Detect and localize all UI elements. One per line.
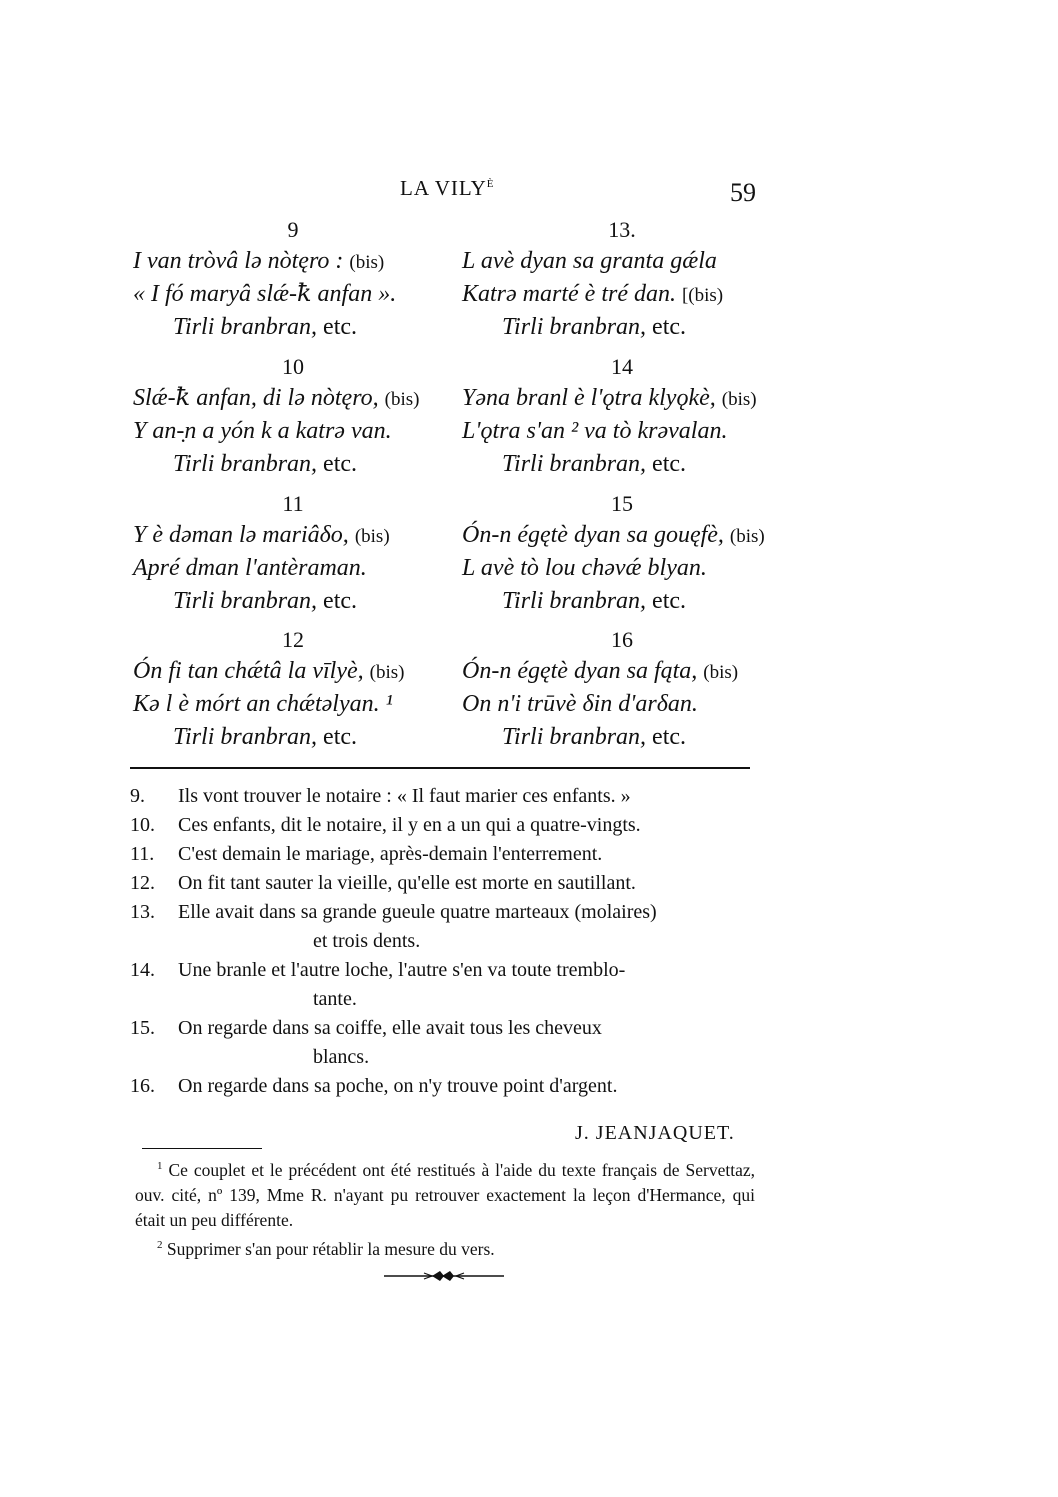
refrain-line [462,721,782,754]
verse-text: Ón fi tan chǽtâ la vīlyè, [133,658,364,684]
refrain-line [462,448,782,481]
stanza-number: 13. [608,217,636,242]
footnote-text: Ce couplet et le précédent ont été restitués à l'aide du texte français de Servettaz, ouv. cité, nº 139, Mme R. n'ayant pu retrouver exactement la leçon d'Hermance, qui était un peu différente. [135,1159,756,1230]
translation-continuation: blancs. [313,1046,370,1068]
verse-text: Katrə marté è tré dan. [462,281,676,307]
footnote-mark: 1 [157,1160,163,1172]
stanza-number: 14 [611,354,633,379]
verse-text: Yəna branl è l'ǫtra klyǫkè, [462,385,716,411]
verse-text: On n'i trūvè δin d'arδan. [462,691,698,717]
refrain-etc: etc. [652,451,687,477]
translation-continuation: tante. [313,988,357,1010]
translation-item [130,956,754,985]
footnote [135,1154,755,1233]
bis-mark: (bis) [354,526,390,547]
verse-line [462,382,782,415]
running-header [400,176,495,201]
stanza [133,352,453,481]
refrain-line [133,448,453,481]
bis-mark: (bis) [384,389,420,410]
verse-text: L avè dyan sa granta gǽla [462,248,717,274]
footnote-divider [142,1148,262,1149]
stanza [462,489,782,618]
footnote [135,1233,755,1262]
bis-mark: (bis) [721,389,757,410]
translation-item [130,811,754,840]
section-divider [130,767,750,769]
verse-line [133,278,453,311]
verse-line [462,415,782,448]
refrain-text: Tirli branbran, [502,314,647,340]
verse-line [133,382,453,415]
translation-number: 15. [130,1017,155,1039]
refrain-line [462,311,782,344]
footnote-text: Supprimer s'an pour rétablir la mesure du vers. [166,1238,495,1259]
page-number: 59 [730,178,756,207]
bis-mark: [(bis) [681,285,724,306]
refrain-text: Tirli branbran, [502,451,647,477]
stanza-number: 9 [287,217,299,242]
translation-list [130,782,754,1101]
translation-text: On regarde dans sa coiffe, elle avait tous les cheveux [178,1017,602,1039]
refrain-line [133,721,453,754]
translation-item [130,1014,754,1043]
stanza [462,352,782,481]
translation-text: Elle avait dans sa grande gueule quatre marteaux (molaires) [178,901,657,923]
verse-line [133,415,453,448]
translation-text: Ces enfants, dit le notaire, il y en a un qui a quatre-vingts. [178,814,641,836]
verse-text: Kə l è mórt an chǽtəlyan. ¹ [133,691,393,717]
verse-line [133,245,453,278]
refrain-line [133,311,453,344]
verse-text: Apré dman l'antèraman. [133,555,367,581]
translation-number: 13. [130,901,155,923]
translation-text: On regarde dans sa poche, on n'y trouve point d'argent. [178,1075,618,1097]
translation-continuation: et trois dents. [313,930,421,952]
refrain-line [133,585,453,618]
verse-text: L avè tò lou chəvǽ blyan. [462,555,707,581]
translation-text: Une branle et l'autre loche, l'autre s'en va toute tremblo- [178,959,626,981]
refrain-etc: etc. [323,314,358,340]
refrain-etc: etc. [652,588,687,614]
refrain-text: Tirli branbran, [173,724,318,750]
stanza [133,215,453,344]
verse-line [462,552,782,585]
translation-number: 11. [130,843,155,865]
refrain-etc: etc. [652,314,687,340]
end-ornament [384,1268,504,1289]
refrain-etc: etc. [652,724,687,750]
translation-text: Ils vont trouver le notaire : « Il faut marier ces enfants. » [178,785,631,807]
footnote-mark: 2 [157,1238,163,1251]
verse-line [133,688,453,721]
translation-number: 10. [130,814,155,836]
translation-item [130,782,754,811]
translation-text: C'est demain le mariage, après-demain l'enterrement. [178,843,603,865]
footnotes [135,1154,755,1262]
verse-text: Slǽ-ꝁ anfan, di lə nòtęro, [133,385,379,411]
stanza-number: 11 [282,491,304,516]
translation-item [130,1072,754,1101]
stanza [462,215,782,344]
translation-item [130,840,754,869]
stanza-number: 12 [282,627,304,652]
verse-line [133,655,453,688]
stanza-number: 10 [282,354,304,379]
stanza-number: 16 [611,627,633,652]
bis-mark: (bis) [369,662,405,683]
translation-number: 12. [130,872,155,894]
refrain-etc: etc. [323,588,358,614]
translation-item [130,898,754,927]
verse-line [462,655,782,688]
refrain-etc: etc. [323,451,358,477]
verse-text: L'ǫtra s'an ² va tò krəvalan. [462,418,728,444]
verse-line [133,552,453,585]
stanza [133,625,453,754]
verse-text: Ón-n égętè dyan sa gouęfè, [462,522,724,548]
stanza [133,489,453,618]
bis-mark: (bis) [703,662,739,683]
bis-mark: (bis) [349,252,385,273]
verse-text: Y an-̣n a yón k a katrə van. [133,418,392,444]
verse-line [462,519,782,552]
signature: J. JEANJAQUET. [575,1122,735,1144]
stanza [462,625,782,754]
translation-item [130,869,754,898]
bis-mark: (bis) [729,526,765,547]
translation-text: On fit tant sauter la vieille, qu'elle est morte en sautillant. [178,872,636,894]
translation-number: 9. [130,785,145,807]
refrain-text: Tirli branbran, [173,588,318,614]
verse-line [462,688,782,721]
refrain-text: Tirli branbran, [502,588,647,614]
verse-line [133,519,453,552]
verse-line [462,278,782,311]
refrain-line [462,585,782,618]
refrain-text: Tirli branbran, [502,724,647,750]
verse-text: « I fó maryâ slǽ-ꝁ anfan ». [133,281,397,307]
verse-line [462,245,782,278]
translation-number: 14. [130,959,155,981]
verse-text: Y è dəman lə mariâδo, [133,522,349,548]
running-header-sup: È [486,178,495,190]
verse-text: Ón-n égętè dyan sa fąta, [462,658,698,684]
translation-number: 16. [130,1075,155,1097]
stanza-number: 15 [611,491,633,516]
verse-text: I van tròvâ lə nòtęro : [133,248,344,274]
refrain-text: Tirli branbran, [173,451,318,477]
running-header-text: LA VILY [400,176,487,200]
refrain-etc: etc. [323,724,358,750]
refrain-text: Tirli branbran, [173,314,318,340]
